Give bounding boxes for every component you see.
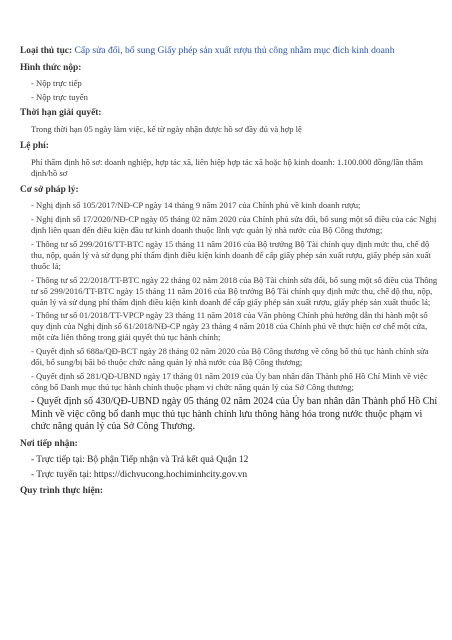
legal-basis-item: - Quyết định số 688a/QĐ-BCT ngày 28 tháng 02 năm 2020 của Bộ Công thương về công bố thủ tục hành chính sửa đổi, bổ sung/bị bãi bỏ thuộc chức năng quản lý nhà nước của Bộ Công thương; bbox=[31, 346, 429, 368]
procedure-type-label: Loại thủ tục: bbox=[20, 46, 73, 56]
procedure-type-row bbox=[20, 44, 440, 58]
processing-time-section bbox=[20, 106, 440, 135]
submission-methods-section bbox=[20, 61, 440, 103]
receiving-place-item: - Trực tiếp tại: Bộ phận Tiếp nhận và Trả kết quả Quận 12 bbox=[31, 454, 249, 465]
legal-basis-item: - Thông tư số 22/2018/TT-BTC ngày 22 tháng 02 năm 2018 của Bộ Tài chính sửa đổi, bổ sung một số điều của Thông tư số 299/2016/TT-BTC ngày 15 tháng 11 năm 2016 của Bộ trưởng Bộ Tài chính quy định mức thu, chế độ thu, nộp, quản lý và sử dụng phí thẩm định điều kiện kinh doanh để cấp giấy phép sản xuất rượu, giấy phép sản xuất thuốc lá; bbox=[31, 275, 438, 307]
receiving-place-item: - Trực tuyến tại: https://dichvucong.hochiminhcity.gov.vn bbox=[31, 469, 248, 480]
legal-basis-section bbox=[20, 183, 440, 434]
legal-basis-item: - Nghị định số 17/2020/NĐ-CP ngày 05 tháng 02 năm 2020 của Chính phủ sửa đổi, bổ sung một số điều của các Nghị định liên quan đến điều kiện đầu tư kinh doanh thuộc lĩnh vực quản lý nhà nước của Bộ Công thương; bbox=[31, 214, 437, 235]
legal-basis-item: - Quyết định số 430/QĐ-UBND ngày 05 tháng 02 năm 2024 của Ủy ban nhân dân Thành phố Hồ Chí Minh về việc công bố danh mục thủ tục hành chính lưu thông hàng hóa trong nước thuộc phạm vi chức năng quản lý của Sở Công Thương. bbox=[31, 396, 438, 433]
receiving-place-section bbox=[20, 437, 440, 481]
fees-section bbox=[20, 139, 440, 179]
processing-time-text: Trong thời hạn 05 ngày làm việc, kể từ ngày nhận được hồ sơ đầy đủ và hợp lệ bbox=[31, 124, 302, 134]
fees-text: Phí thẩm định hồ sơ: doanh nghiệp, hợp tác xã, liên hiệp hợp tác xã hoặc hộ kinh doanh: 1.100.000 đồng/lần thẩm định/hồ sơ bbox=[31, 157, 423, 178]
procedure-type-link[interactable]: Cấp sửa đổi, bổ sung Giấy phép sản xuất rượu thủ công nhằm mục đích kinh doanh bbox=[74, 45, 395, 56]
submission-method-item: - Nộp trực tuyến bbox=[31, 92, 88, 102]
receiving-place-label: Nơi tiếp nhận: bbox=[20, 438, 78, 449]
legal-basis-item: - Quyết định số 281/QĐ-UBND ngày 17 tháng 01 năm 2019 của Ủy ban nhân dân Thành phố Hồ Chí Minh về việc công bố Danh mục thủ tục hành chính thuộc phạm vi chức năng quản lý của Sở Công thương; bbox=[31, 371, 428, 393]
submission-method-item: - Nộp trực tiếp bbox=[31, 78, 82, 88]
legal-basis-label: Cơ sở pháp lý: bbox=[20, 185, 79, 195]
procedure-steps-label: Quy trình thực hiện: bbox=[20, 485, 103, 496]
legal-basis-item: - Nghị định số 105/2017/NĐ-CP ngày 14 tháng 9 năm 2017 của Chính phủ về kinh doanh rượu; bbox=[31, 200, 361, 210]
processing-time-label: Thời hạn giải quyết: bbox=[20, 108, 102, 118]
procedure-steps-section bbox=[20, 484, 440, 498]
fees-label: Lệ phí: bbox=[20, 141, 49, 151]
legal-basis-item: - Thông tư số 299/2016/TT-BTC ngày 15 tháng 11 năm 2016 của Bộ trưởng Bộ Tài chính quy định mức thu, chế độ thu, nộp, quản lý và sử dụng phí thẩm định điều kiện kinh doanh để cấp giấy phép sản xuất rượu, giấy phép sản xuất thuốc lá; bbox=[31, 239, 431, 271]
legal-basis-item: - Thông tư số 01/2018/TT-VPCP ngày 23 tháng 11 năm 2018 của Văn phòng Chính phủ hướng dẫn thi hành một số quy định của Nghị định số 61/2018/NĐ-CP ngày 23 tháng 4 năm 2018 của Chính phủ về thực hiện cơ chế một cửa, một cửa liên thông trong giải quyết thủ tục hành chính; bbox=[31, 310, 428, 343]
submission-methods-label: Hình thức nộp: bbox=[20, 63, 82, 73]
